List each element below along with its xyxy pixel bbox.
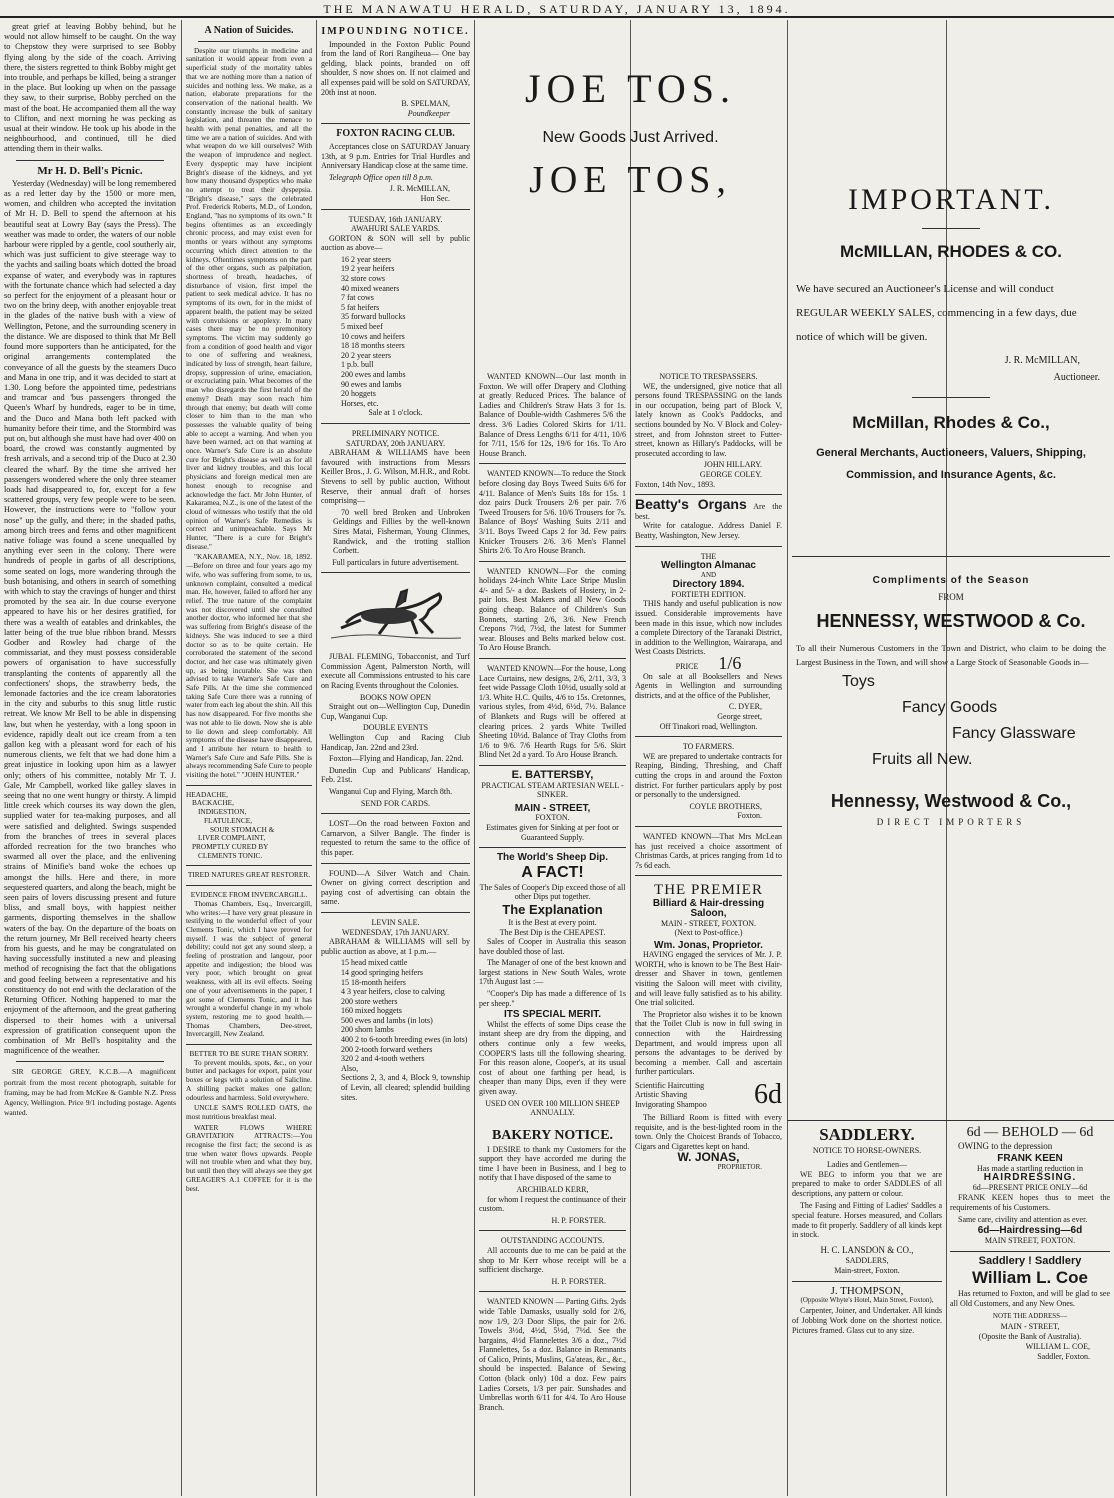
impounding-heading: IMPOUNDING NOTICE. (321, 26, 470, 37)
racing-role: Hon Sec. (420, 193, 450, 203)
clements-line: BACKACHE, (192, 798, 234, 808)
thompson-name: J. THOMPSON, (830, 1284, 904, 1297)
horse-owners-notice: NOTICE TO HORSE-OWNERS. (812, 1146, 922, 1155)
clements-list (186, 791, 312, 861)
service-item: Artistic Shaving (635, 1090, 688, 1100)
keen-hopes: FRANK KEEN hopes thus to meet the requirements of his Customers. (950, 1192, 1110, 1212)
saddlery-repeat: Saddlery ! Saddlery (978, 1254, 1082, 1267)
list-item: Wanganui Cup and Flying, March 8th. (329, 787, 453, 796)
jonas-text-2: The Proprietor also wishes it to be known that the Toilet Club is now in full swing in connection with the Hairdressing Department, and would impress upon all persons the advantages to be derived by becoming a member. Call and ascertain further particulars. (635, 1009, 782, 1077)
wanted-known-3: WANTED KNOWN—For the coming holidays 24-inch White Lace Stripe Muslin 4/- and 5/- a doz. Baskets of Hosiery, in 2-pair lots. Best Makers and all New Goods going cheap. Balance of Children's Sun Bonnets, starting 2/6, 3/6. New French Crepons 7½d, 7½d, the latest for Summer wear. Blouses and Belts marked below cost. To Aro House Branch. (479, 566, 626, 653)
clements-line: INDIGESTION, (198, 807, 247, 817)
beatty-title: Beatty's Organs (635, 496, 747, 513)
divider (479, 658, 626, 659)
parting-gifts: WANTED KNOWN — Parting Gifts. 2yds wide Table Damasks, usually sold for 2/6, now 1/9, 2/3 Door Slips, the pair for 2/6. Towels 3½d, 4½d, 5½d, 7½d. See the bargains, 4½d Flannelettes 3/6 a doz., 7½d Flannelettes, 5s a doz. Balance in Remnants of Calico, Prints, Muslins, Ga'ateas, &c., &c., should be inspected. Balance of Sewing Cotton (black only) 10d a doz. Few pairs Ladies Corsets, 1/3 per pair. Sunshades and Umbrellas worth 6/11 for 4/4. To Aro House Branch. (479, 1297, 626, 1412)
divider (635, 826, 782, 827)
new-goods: New Goods Just Arrived. (542, 129, 719, 146)
w-jonas-role: PROPRIETOR. (717, 1162, 762, 1171)
impounding-text: Impounded in the Foxton Public Pound from the land of Rori Rangiheua— One bay gelding, black points, branded on off shoulder, S now shoes on. If not claimed and all expenses paid will be sold on SATURDAY, 20th inst at noon. (321, 39, 470, 97)
divider (635, 875, 782, 876)
divider (198, 41, 300, 42)
levin-text: ABRAHAM & WILLIAMS will sell by public auction as above, at 1 p.m.— (321, 937, 470, 956)
divider (479, 847, 626, 848)
levin-heading: LEVIN SALE. (371, 917, 420, 927)
coyle-name: COYLE BROTHERS, (689, 801, 762, 811)
almanac-the: THE (700, 551, 717, 561)
hennessy-heading-2: Hennessy, Westwood & Co., (830, 791, 1072, 811)
list-item: 1 p.b. bull (341, 360, 374, 370)
almanac-title: Wellington Almanac (660, 560, 756, 572)
picnic-headline: Mr H. D. Bell's Picnic. (37, 164, 143, 177)
clements-line: CLEMENTS TONIC. (198, 850, 263, 860)
racehorse-illustration (321, 578, 470, 648)
toys-line: Toys (842, 673, 875, 690)
joe-tos-title-2: JOE TOS, (529, 159, 732, 201)
column-5 (479, 372, 626, 1122)
coe-returned: Has returned to Foxton, and will be glad to see all Old Customers, and any New Ones. (950, 1288, 1110, 1308)
divider (321, 123, 470, 124)
list-item: 16 2 year steers (341, 254, 391, 264)
list-item: 200 ewes and lambs (341, 370, 406, 379)
water-text: WATER FLOWS WHERE GRAVITATION ATTRACTS:—You recognise the first fact; the second is as true when water flows upwards. People will not trouble when and what they buy, but until then they will always see they get GREAGER'S A.1 COFFEE for it is the best. (186, 1122, 312, 1193)
list-item: 40 mixed weaners (341, 283, 400, 293)
hennessy-heading: HENNESSY, WESTWOOD & Co. (816, 611, 1086, 631)
present-price: 6d—PRESENT PRICE ONLY—6d (972, 1183, 1088, 1193)
dyer-road: Off Tinakori road, Wellington. (659, 721, 758, 731)
column-rule (474, 20, 475, 1496)
list-item: 32 store cows (341, 274, 385, 284)
tired-natures: TIRED NATURES GREAT RESTORER. (187, 870, 311, 880)
list-item: 18 18 months steers (341, 341, 405, 351)
list-item: Dunedin Cup and Publicans' Handicap, Feb. 21st. (321, 765, 470, 785)
trespass-sign-2: GEORGE COLEY. (699, 469, 762, 479)
manager-line: The Manager of one of the best known and largest stations in New South Wales, wrote 17th August last :— (479, 958, 626, 987)
mcmillan-role: Auctioneer. (1053, 372, 1100, 383)
story-continuation: great grief at leaving Bobby behind, but he would not allow himself to be caught. On the way to Chepstow they were surprised to see Bobby flying along by the side of the coach. Arriving there, the sisters regretted to think Bobby might get into trouble, and perhaps be killed, being a stranger in the place. But looking up when on the passage they saw, to their surprise, Bobby perched on the mast of the boat. He accompanied them all the way to Clifton, and next morning he was pecking as usual at their window. He took up his abode in the neighbourhood, and continued, till he died attending them in their walks. (4, 22, 176, 154)
evidence-text: Thomas Chambers, Esq., Invercargill, who writes:—I have very great pleasure in testifying to the wonderful effect of your Clements Tonic, which I have proved for myself. I was the subject of general debility; could not get any sound sleep, a feeling of prostration and langour, poor appetite and indigestion; the blood was very poor, which brought on great weakness, with all its evil effects. Seeing one of your advertisements in the paper, I got some of Clements Tonic, and it has wrought a wonderful change in my whole system, restoring me to good health.—Thomas Chambers, Dee-street, Invercargill, New Zealand. (186, 898, 312, 1039)
bakery-heading: BAKERY NOTICE. (491, 1128, 614, 1143)
prelim-text: ABRAHAM & WILLIAMS have been favoured with instructions from Messrs Keiller Bros., J. G. Wilson, M.H.R., and Robt. Stevens to sell by public auction, Without Reserve, their annual draft of horses comprising— (321, 448, 470, 506)
outstanding-heading: OUTSTANDING ACCOUNTS. (500, 1236, 605, 1246)
estimates-line: Estimates given for Sinking at per foot or Guaranteed Supply. (486, 822, 619, 842)
farmers-heading: TO FARMERS. (682, 742, 735, 752)
divider (792, 1281, 942, 1282)
wanted-known-4: WANTED KNOWN—For the house, Long Lace Curtains, new designs, 2/6, 2/11, 3/3, 3 feet wide Passage Cloth 10½d, usually sold at 1/3. White H.C. Quilts, 4/6 to 15s. Cretonnes, various styles, from 4½d, 6½d, 7½. Balance of Blankets and Rugs will be offered at clearing prices. 2 yards White Twilled Sheeting 10½d. Balance of Tray Cloths from 1/6 to 9/6. 7/6 Hearth Rugs for 5/6. Skirt Blind Net 2d a yard. To Aro House Branch. (479, 664, 626, 760)
trespass-heading: NOTICE TO TRESPASSERS. (659, 372, 758, 381)
column-rule (316, 20, 317, 1496)
compliments-heading: Compliments of the Season (872, 575, 1030, 586)
general-merchants: General Merchants, Auctioneers, Valuers, Shipping, Commission, and Insurance Agents, &c. (816, 447, 1086, 481)
list-item: 7 fat cows (341, 293, 374, 303)
awahuri-list (321, 255, 470, 409)
trespass-date: Foxton, 14th Nov., 1893. (635, 479, 716, 489)
list-item: Straight out on—Wellington Cup, Dunedin Cup, Wanganui Cup. (321, 702, 470, 721)
found-notice: FOUND—A Silver Watch and Chain. Owner on giving correct description and paying cost of advertising can obtain the same. (321, 868, 470, 907)
divider (186, 1044, 312, 1045)
horizontal-rule (787, 1120, 1114, 1121)
oats-text: UNCLE SAM'S ROLLED OATS, the most nutritious breakfast meal. (186, 1103, 312, 1121)
compliments-from: FROM (938, 592, 964, 602)
divider (479, 561, 626, 562)
divider (321, 423, 470, 424)
ladies-gentlemen: Ladies and Gentlemen— (827, 1159, 907, 1169)
prelim-date: SATURDAY, 20th JANUARY. (346, 438, 445, 448)
grey-portrait-ad: SIR GEORGE GREY, K.C.B.—A magnificent portrait from the most recent photograph, suitable for framing, may be had from McKee & Gamble N.Z. Press Agency, Wellington. Price 9/1 including postage. Agents wanted. (4, 1067, 176, 1118)
list-item: 10 cows and heifers (341, 331, 405, 341)
coe-opposite: (Oposite the Bank of Australia). (978, 1331, 1082, 1341)
list-item: 160 mixed hoggets (341, 1006, 402, 1016)
sales-line: The Sales of Cooper's Dip exceed those of all other Dips put together. (479, 882, 626, 902)
impounding-signature: B. SPELMAN, (401, 99, 450, 109)
list-item: 320 2 and 4-tooth wethers (341, 1054, 425, 1064)
almanac-and: AND (700, 570, 717, 579)
license-text: We have secured an Auctioneer's License and will conduct REGULAR WEEKLY SALES, commencing in a few days, due notice of which will be given. (796, 283, 1077, 343)
list-item: 200 2-tooth forward wethers (341, 1044, 433, 1054)
column-6 (635, 372, 782, 1496)
jonas-proprietor: Wm. Jonas, Proprietor. (654, 939, 763, 951)
coe-note: NOTE THE ADDRESS— (992, 1312, 1068, 1321)
awahuri-sale-time: Sale at 1 o'clock. (368, 408, 423, 418)
service-item: Scientific Haircutting (635, 1080, 705, 1090)
list-item: Sections 2, 3, and 4, Block 9, township of Levin, all cleared; splendid building sites. (341, 1073, 470, 1102)
divider (635, 494, 782, 495)
saddlery-text-2: The Fasing and Fitting of Ladies' Saddles a special feature. Horses measured, and Collars made to fit properly. Saddlery of all kinds kept in stock. (792, 1200, 942, 1240)
list-item: 20 hoggets (341, 389, 376, 399)
manager-quote: "Cooper's Dip has made a difference of 1s per sheep." (479, 989, 626, 1008)
column-rule (787, 20, 788, 1496)
trespass-sign-1: JOHN HILLARY. (703, 460, 762, 470)
racing-heading: FOXTON RACING CLUB. (336, 128, 455, 140)
merit-text: Whilst the effects of some Dips cease the instant sheep are dry from the dipping, and others continue only a few weeks, COOPER'S lasts till the following shearing. For this reason alone, Cooper's, at its usual cost of about one farthing per head, is cheaper than many Dips, even if they were given away. (479, 1019, 626, 1096)
evidence-heading: EVIDENCE FROM INVERCARGILL. (190, 890, 308, 900)
thompson-text: Carpenter, Joiner, and Undertaker. All kinds of Jobbing Work done on the shortest notice. Pictures framed. Glass cut to any size. (792, 1306, 942, 1335)
keen-address: MAIN STREET, FOXTON. (984, 1236, 1076, 1246)
coe-name: William L. Coe (971, 1267, 1089, 1287)
list-item: 5 fat heifers (341, 302, 380, 312)
column-rule (181, 20, 182, 1496)
saddlery-text: WE BEG to inform you that we are prepared to make to order SADDLES of all descriptions, any pattern or colour. (792, 1169, 942, 1199)
list-item: 15 18-month heifers (341, 977, 406, 987)
list-item: 35 forward bullocks (341, 312, 406, 322)
premier-next: (Next to Post-office.) (674, 928, 743, 938)
sales-australia: Sales of Cooper in Australia this season have doubled those of last. (479, 937, 626, 956)
divider (16, 160, 164, 161)
hairdressing-6d: 6d—Hairdressing—6d (977, 1225, 1083, 1237)
mcmillan-heading-2: McMillan, Rhodes & Co., (852, 413, 1050, 432)
list-item: DOUBLE EVENTS (362, 723, 429, 733)
cheap-line: The Best Dip is the CHEAPEST. (499, 927, 606, 937)
column-3 (321, 22, 470, 1496)
picnic-article: Yesterday (Wednesday) will be long remembered as a red letter day by the 1500 or more men, women, and children who accepted the invitation of Mr H. D. Bell to spend the afternoon at his beautiful seat at Lowry Bay (says the Press). The weather was made to order, the waters of our noble harbour were rippled by a gentle, cool southerly air, which was just sufficient to give steerage way to the yachts and sailing boats which dotted the broad expanse of water, and everybody was in raptures with the fortunate chance which had selected a day so perfect for the enjoyment of a pleasant hour or two on the briny deep, with another enjoyable treat in the glades of the native bush with a view of Wellington, Petone, and the surrounding scenery in the distance. We are disposed to think that Mr Bell found more supporters than he anticipated, for the original arrangements contemplated the conveyance of all the guests by the steamers Duco and Mana in one trip, and it was decided to start at 1.30. Long before the appointed time, pedestrians and tramcar and 'bus passengers thronged the Queen's Wharf by hundreds, eager to be in time, and the Duco and Mana both left packed with humanity before their time, and the Stormbird was put on, but although she must have had over 400 on board, the crowd was constantly augmented by fresh arrivals, and a second trip of the Duco at 2.30 cleared the wharf. By the time she arrived her passengers wondered where the only three steamer loads had disappeared to, for, except for a few scattered groups, very few people were to be seen. However, the instructions were to "follow your nose" up the gully, and there; in the shaded paths, among birch trees and ferns and other magnificent native foliage was found a scene unequalled by anything ever seen in the colony. There were hundreds of people in garbs of all descriptions, some seated on logs, more wandering through the bush botanising, and others in search of something with which to stay the cravings of hunger and thirst promoted by the sea air. In due course everyone appeared to have his or her desires gratified, for there was a wealth of eatables and drinkables, the latter being of the true blue ribbon brand. Messrs Godber and Rowley had charge of the commissariat, and they must possess considerable powers of organisation to have successfully transplanting the contents of apparently all the confectioners' shops, the strawberry beds, the lemonade factories and the ice cream laboratories in the city and suburbs to this snug little rustic retreat. We know Mr Bell to be able in dispensing law, but when he yesterday, with a long spoon in evidence, rapidly dealt out ice cream from a ten gallon keg with a pleasant word for each of his numerous clients, we felt that we had done him a great injustice in looking upon him as a lawyer only; others of his committee, notably Mr T. J. Gale, Mr Campbell, worked like galley slaves in seeing that no one went hungry or thirsty. A limpid little creek which courses its way down the glen, supplied water for tea-making purposes, and all were satisfied and delighted. Swings suspended from the branches of trees in several places afforded recreation for the two branches who swarmed all over the place, and the enlivening strains of Minifie's band woke the echoes up amongst the hills. Here and there, in more sequestered quarters, and along the beach, might be seen pairs of lovers discussing present and future bliss, and small boys, with happiest neither garments, disporting themselves in the shallow waters of the bay. On the departure of the boats on the return journey, Mr Bell received hearty cheers from his guests, and he may be congratulated on having successfully instituted a new and pleasing method of recognising the fact that the obligations and good feeling between a representative and his constituency do not end with the declaration of the Returning Officer. Nothing happened to mar the enjoyment of the afternoon, and the great gathering dispersed to their homes with a universal expression of gratification consequent upon the combination of Mr Bell's hospitality and the magnificence of the weather. (4, 178, 176, 1056)
list-item: 15 head mixed cattle (341, 958, 408, 968)
list-item: 4 3 year heifers, close to calving (341, 987, 445, 997)
divider (635, 736, 782, 737)
merit-heading: ITS SPECIAL MERIT. (503, 1009, 602, 1021)
divider (16, 1061, 164, 1062)
list-item: 400 2 to 6-tooth breeding ewes (in lots) (341, 1035, 468, 1045)
suicides-headline: A Nation of Suicides. (204, 25, 294, 36)
clements-line: LIVER COMPLAINT, (198, 833, 266, 843)
prelim-footer: Full particulars in future advertisement. (332, 557, 459, 567)
divider (912, 397, 990, 398)
list-item: 90 ewes and lambs (341, 379, 402, 389)
service-item: Invigorating Shampoo (635, 1099, 707, 1109)
fortieth-edition: FORTIETH EDITION. (671, 589, 746, 599)
list-item: 19 2 year heifers (341, 264, 395, 274)
levin-list (321, 958, 470, 1102)
mclean-notice: WANTED KNOWN—That Mrs McLean has just received a choice assortment of Christmas Cards, at prices ranging from 1d to 7s 6d each. (635, 831, 782, 870)
hennessy-text: To all their Numerous Customers in the Town and District, who claim to be doing the Largest Business in the Town, and will show a Large Stock of Seasonable Goods in— (796, 643, 1106, 667)
outstanding-signature: H. P. FORSTER. (551, 1276, 606, 1286)
clements-line: FLATULENCE, (204, 815, 253, 825)
direct-importers: DIRECT IMPORTERS (876, 817, 1026, 827)
coe-signature: WILLIAM L. COE, (1025, 1341, 1090, 1351)
clements-line: SOUR STOMACH & (210, 824, 275, 834)
outstanding-text: All accounts due to me can be paid at the shop to Mr Kerr whose receipt will be a sufficient discharge. (479, 1245, 626, 1275)
bakery-text-2: for whom I request the continuance of their custom. (479, 1194, 626, 1214)
divider (321, 209, 470, 210)
divider (479, 765, 626, 766)
column-1 (4, 22, 176, 1496)
mcmillan-signature: J. R. McMILLAN, (1004, 355, 1080, 366)
hunter-testimonial: "KAKARAMEA, N.Y., Nov. 18, 1892.—Before on three and four years ago my wife, who was suffering from some, to us, unknown complaint, consulted a medical man. He, however, failed to afford her any relief. The true nature of the complaint was not discovered until she consulted another doctor, who informed her that she was suffering from Bright's disease of the kidneys. She was induced to see a third doctor so as to be quite certain. He corroborated the statement of the second doctor, and her case was ultimately given up, as being incurable. She was then advised to take Warner's Safe Cure and Safe Pills. At the time she commenced taking Safe Cure there was a running of water from each leg about the shin. All this has now disappeared. For five months she was not able to lie down. Now she is able to lie down and sleep comfortably. All symptoms of the disease have disappeared, and I attribute her return to health to Warner's Safe Cure and Safe Pills. She is always recommending Safe Cure to people visiting the hotel." "JOHN HUNTER." (186, 552, 312, 780)
better-heading: BETTER TO BE SURE THAN SORRY. (189, 1049, 309, 1059)
beatty-ad (635, 496, 782, 521)
list-item: Wellington Cup and Racing Club Handicap, Jan. 22nd and 23rd. (321, 733, 470, 752)
directory-title: Directory 1894. (672, 579, 745, 591)
joe-tos-ad (479, 22, 782, 202)
list-item: Foxton—Flying and Handicap, Jan. 22nd. (329, 754, 464, 764)
startling-line: Has made a startling reduction in (977, 1163, 1083, 1173)
list-item: Horses, etc. (341, 398, 379, 408)
clements-line: PROMPTLY CURED BY (192, 841, 269, 851)
fancy-glassware-line: Fancy Glassware (952, 725, 1076, 742)
almanac-text: THIS handy and useful publication is now issued. Considerable improvements have been made in this issue, which now includes a complete Directory of the Taranaki District, in addition to the Wellington, Wairarapa, and West Coasts Districts. (635, 599, 782, 657)
lansdon-role: SADDLERS, (845, 1255, 889, 1265)
divider (479, 463, 626, 464)
suicides-article: Despite our triumphs in medicine and sanitation it would appear from even a superficial study of the mortality tables that we are nothing more than a nation of suicides and nothing less. We make, as a nation, elaborate preparations for the conservation of the national health. We constantly increase the bulk of sanitary legislation, and threaten the menace to health with penal penalties, and all the time we are a nation of suicides. And with what weapon do we kill ourselves? With the weapon of imprudence and neglect. Every dyspeptic may have incipient Bright's disease of the kidneys, and yet how many thousand dyspeptics who make no attempt to treat their dyspepsia. "Bright's disease," says the celebrated Prof. Frederick Roberts, M.D., of London, England, "has no symptoms of its own." It begins oftentimes as an exceedingly chronic process, and may exist even for months or years without any symptoms occurring which direct attention to the kidneys. Oftentimes symptoms on the part of the other organs, such as palpitation, shortness of breath, headaches, of disturbance of vision, first impel the patient to seek medical advice. It has no symptoms of its own, for in the midst of apparent health, the patient may be seized with convulsions or apoplexy. In many cases there may be no premonitory symptoms. The victim may suddenly go from a condition of good health and vigor to one of suffering and weakness, indicated by loss of strength, heart failure, dropsy, suppression of urine, emaciation, or excruciating pain. What becomes of the man who disregards the first herald of the enemy? Death may soon reach him through that enemy; but death will come closer to him than to the man who possesses the valuable quality of being able to accept a warning. And when you have been warned, act on that warning at once. Warner's Safe Cure is an absolute cure for Bright's disease as well as for all liver and kidney troubles, and this local physicians and foreign medical men are honest enough to recognise and acknowledge the fact. Mr John Hunter, of Kakaramea, N.Z., is one of the latest of the cloud of witnesses who testify that the old opinion of Warner's Safe Remedies is correct and unimpeachable. Says Mr Hunter, "There is a cure for Bright's disease." (186, 45, 312, 551)
saddlery-heading: SADDLERY. (819, 1125, 915, 1144)
levin-date: WEDNESDAY, 17th JANUARY. (342, 927, 449, 937)
divider (792, 556, 1110, 557)
send-cards: SEND FOR CARDS. (360, 798, 431, 808)
price-value: 1/6 (718, 653, 742, 674)
divider (635, 546, 782, 547)
dyer-name: C. DYER, (728, 702, 762, 712)
w-jonas-name: W. JONAS, (677, 1150, 740, 1165)
awahuri-intro: GORTON & SON will sell by public auction as above— (321, 233, 470, 253)
billiard-heading: Billiard & Hair-dressing Saloon, (652, 898, 765, 919)
divider (950, 1251, 1110, 1252)
trespass-text: WE, the undersigned, give notice that all persons found TRESPASSING on the lands in our occupation, being part of Block V, lately known as Cook's Paddocks, and sections bounded by No. V Block and Coley-street, and from Johnston street to Futter-street, known as Hillary's Paddocks, will be prosecuted according to law. (635, 381, 782, 458)
wanted-known-2: WANTED KNOWN—To reduce the Stock before closing day Boys Tweed Suits 6/6 for 4/11. Balance of Men's Suits 18s for 15s. 1 doz pairs Duck Trousers 2/6 per pair. 7/6 Tweed Trousers for 5/6. 10/6 Trousers for 7s. Balance of Boys' Washing Suits 2/11 and 3/11. Boys Tweed Caps 2 for 3d. Few pairs Knicker Trousers 2/6. 3/6 Men's Flannel Shirts 2/6. To Aro House Branch. (479, 469, 626, 556)
divider (321, 863, 470, 864)
fact-heading: A FACT! (521, 863, 584, 881)
premier-address: MAIN - STREET, FOXTON. (660, 918, 757, 928)
sheep-dip-heading: The World's Sheep Dip. (496, 852, 609, 864)
divider (186, 785, 312, 786)
divider (321, 813, 470, 814)
books-heading: BOOKS NOW OPEN (360, 692, 431, 702)
bakery-text: I DESIRE to thank my Customers for the support they have accorded me during the time I have been in Business, and I beg to notify that I have disposed of the same to (479, 1144, 626, 1183)
awahuri-date: TUESDAY, 16th JANUARY. (348, 214, 443, 224)
beatty-text: Write for catalogue. Address Daniel F. Beatty, Washington, New Jersey. (635, 521, 782, 540)
battersby-street: MAIN - STREET, (514, 802, 591, 814)
masthead: THE MANAWATU HERALD, SATURDAY, JANUARY 13, 1894. (0, 2, 1114, 18)
divider (186, 865, 312, 866)
racing-office: Telegraph Office open till 8 p.m. (329, 172, 433, 182)
joe-tos-title: JOE TOS. (524, 66, 736, 111)
thompson-address: (Opposite Whyte's Hotel, Main Street, Foxton), (800, 1296, 934, 1305)
keen-care: Same care, civility and attention as ever. (958, 1214, 1088, 1224)
better-text: To prevent moulds, spots, &c., on your butter and packages for export, paint your boxes or kegs with a solution of Salicline. A shilling packet makes one gallon; odourless and harmless. Sold everywhere. (186, 1057, 312, 1102)
divider (186, 885, 312, 886)
divider (479, 1291, 626, 1292)
coe-role: Saddler, Foxton. (1037, 1351, 1090, 1361)
six-pence-price: 6d (754, 1079, 782, 1110)
important-heading: IMPORTANT. (847, 183, 1055, 216)
prelim-heading: PRELIMINARY NOTICE. (351, 428, 440, 438)
wanted-known-1: WANTED KNOWN—Our last month in Foxton. We will offer Drapery and Clothing at greatly Reduced Prices. The balance of Ladies and Children's Straw Hats 3 for 1s. Balance of Double-width Cashmeres 5/6 the dress. 3/6 Ladies Colored Skirts for 1/11. Balance of Dress Lengths 6/11 for 4/11, 10/6 for 7/11, 15/6 for 12s, 19/6 for 16s. To Aro House Branch. (479, 372, 626, 458)
bakery-new-owner: ARCHIBALD KERR, (516, 1184, 589, 1194)
list-item: 5 mixed beef (341, 322, 383, 332)
prelim-list: 70 well bred Broken and Unbroken Geldings and Fillies by the well-known Sires Matai, Fisherman, Young Clinmes, Randwick, and the trotting stallion Corbett. (333, 507, 470, 556)
divider (321, 572, 470, 573)
lost-notice: LOST—On the road between Foxton and Carnarvon, a Silver Bangle. The finder is requested to return the same to the office of this paper. (321, 819, 470, 857)
dyer-street: George street, (717, 712, 762, 721)
jonas-text: HAVING engaged the services of Mr. J. P. WORTH, who is known to be The Best Hair-dresser and Shaver in town, gentlemen visiting the Saloon will meet with civility, and will leave fully satisfied as to his ability. One trial solicited. (635, 950, 782, 1008)
services-list (635, 1081, 754, 1110)
racing-signature: J. R. McMILLAN, (389, 184, 450, 194)
keen-name: FRANK KEEN (997, 1152, 1063, 1164)
list-item: 20 2 year steers (341, 350, 391, 360)
fruits-line: Fruits all New. (872, 751, 973, 768)
list-item: 500 ewes and lambs (in lots) (341, 1015, 433, 1025)
services-block (635, 1080, 782, 1110)
hairdressing-heading: HAIRDRESSING. (983, 1172, 1077, 1184)
onsale-text: On sale at all Booksellers and News Agents in Wellington and surrounding districts, and at the office of the Publisher, (635, 671, 782, 700)
battersby-town: FOXTON. (535, 813, 570, 823)
column-7 (792, 22, 1110, 1117)
battersby-name: E. BATTERSBY, (511, 768, 594, 781)
best-line: It is the Best at every point. (508, 917, 597, 927)
racing-text: Acceptances close on SATURDAY January 13th, at 9 p.m. Entries for Trial Hurdles and Anniversary Handicap close at the same time. (321, 141, 470, 171)
list-item: 200 store wethers (341, 996, 398, 1006)
price-label: PRICE (675, 662, 699, 672)
billiard-room-text: The Billiard Room is fitted with every requisite, and is the best-lighted room in the town. Only the Choicest Brands of Tobacco, Cigars and Cigarettes kept on hand. (635, 1113, 782, 1151)
divider (922, 228, 980, 229)
column-2 (186, 22, 312, 1496)
divider (479, 1230, 626, 1231)
lansdon-name: H. C. LANSDON & CO., (820, 1245, 914, 1256)
list-item: 200 shorn lambs (341, 1025, 394, 1035)
coe-street: MAIN - STREET, (1000, 1322, 1060, 1332)
fancy-goods-line: Fancy Goods (902, 699, 998, 716)
clements-line: HEADACHE, (186, 789, 228, 799)
price-line (635, 653, 782, 674)
divider (321, 912, 470, 913)
bakery-signature: H. P. FORSTER. (551, 1215, 606, 1225)
lansdon-address: Main-street, Foxton. (834, 1265, 900, 1275)
explanation-heading: The Explanation (502, 901, 603, 917)
awahuri-heading: AWAHURI SALE YARDS. (350, 224, 441, 234)
coyle-place: Foxton. (737, 811, 762, 821)
jubal-text: JUBAL FLEMING, Tobacconist, and Turf Commission Agent, Palmerston North, will execute all Commissions entrusted to his care on Racing Events throughout the Colonies. (321, 652, 470, 691)
list-item: 14 good springing heifers (341, 967, 423, 977)
used-line: USED ON OVER 100 MILLION SHEEP ANNUALLY. (485, 1098, 620, 1118)
list-item: Also, (341, 1063, 359, 1073)
column-rule (630, 20, 631, 1496)
farmers-text: WE are prepared to undertake contracts for Reaping, Binding, Threshing, and Chaff cutting the crops in and around the Foxton district. For further particulars apply by post or personally to the undersigned. (635, 751, 782, 800)
artesian-line: PRACTICAL STEAM ARTESIAN WELL - SINKER. (481, 780, 624, 800)
impounding-role: Poundkeeper (407, 108, 450, 118)
saddlery-column (792, 1124, 942, 1496)
beatty-best: Are the best. (635, 502, 782, 521)
column-4-lower (479, 1125, 626, 1495)
owing-line: OWING to the depression (958, 1141, 1053, 1151)
behold-heading: 6d — BEHOLD — 6d (966, 1125, 1094, 1140)
mcmillan-heading: McMILLAN, RHODES & CO. (840, 242, 1062, 261)
keen-coe-column (950, 1124, 1110, 1496)
premier-heading: THE PREMIER (654, 882, 763, 899)
books-list (321, 702, 470, 796)
